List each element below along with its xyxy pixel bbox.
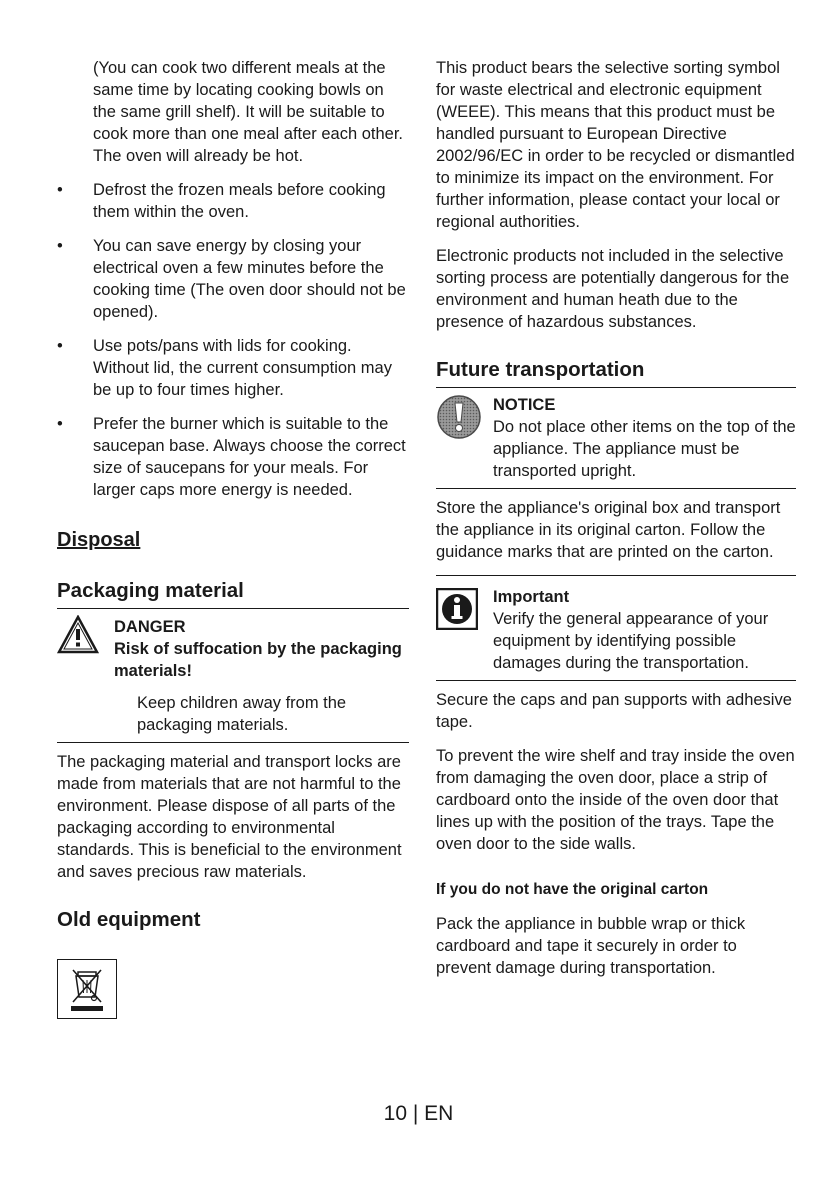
page-number: 10 [383, 1102, 407, 1125]
list-item: • Use pots/pans with lids for cooking. Without lid, the current consumption may be up to four times higher. [57, 337, 392, 399]
prevent-paragraph: To prevent the wire shelf and tray inside the oven from damaging the oven door, place a strip of cardboard onto the inside of the oven door that lines up with the position of the trays. Tape the oven door to the side walls. [436, 747, 795, 853]
right-column [436, 57, 796, 991]
bullet-icon: • [57, 181, 63, 199]
no-carton-heading: If you do not have the original carton [436, 881, 709, 898]
old-equipment-heading: Old equipment [57, 908, 201, 931]
info-icon [436, 588, 478, 636]
bullet-icon: • [57, 415, 63, 433]
list-item: • Defrost the frozen meals before cooking them within the oven. [57, 181, 386, 221]
page-footer [0, 1102, 837, 1126]
weee-paragraph: This product bears the selective sorting symbol for waste electrical and electronic equipment (WEEE). This means that this product must be handled pursuant to European Directive 2002/96/EC in order to be recycled or dismantled to minimize its impact on the environment. For further information, please contact your local or regional authorities. [436, 59, 795, 231]
intro-paragraph: (You can cook two different meals at the same time by locating cooking bowls on the same grill shelf). It will be suitable to cook more than one meal after each other. The oven will already be hot. [93, 59, 404, 165]
packaging-paragraph: The packaging material and transport locks are made from materials that are not harmful to the environment. Please dispose of all parts of the packaging according to environmental standards. This is beneficial to the environment and saves precious raw materials. [57, 753, 402, 881]
warning-triangle-icon [57, 615, 99, 661]
pack-paragraph: Pack the appliance in bubble wrap or thick cardboard and tape it securely in order to prevent damage during transportation. [436, 915, 746, 977]
future-transportation-heading: Future transportation [436, 357, 796, 388]
bullet-icon: • [57, 237, 63, 255]
important-body: Verify the general appearance of your equipment by identifying possible damages during the transportation. [493, 610, 769, 672]
danger-subtitle: Risk of suffocation by the packaging materials! [114, 640, 402, 680]
left-column [57, 57, 409, 1019]
important-title: Important [493, 588, 570, 606]
energy-tips-list [57, 179, 409, 501]
bullet-icon: • [57, 337, 63, 355]
list-item: • You can save energy by closing your electrical oven a few minutes before the cooking time (The oven door should not be opened). [57, 237, 406, 321]
notice-box [436, 388, 796, 489]
danger-body: Keep children away from the packaging materials. [137, 694, 347, 734]
notice-title: NOTICE [493, 396, 556, 414]
footer-separator: | [412, 1102, 419, 1125]
disposal-heading: Disposal [57, 529, 141, 551]
secure-paragraph: Secure the caps and pan supports with adhesive tape. [436, 691, 792, 731]
packaging-heading: Packaging material [57, 578, 409, 609]
danger-title: DANGER [114, 618, 186, 636]
notice-body: Do not place other items on the top of the appliance. The appliance must be transported upright. [493, 418, 796, 480]
electronic-products-paragraph: Electronic products not included in the selective sorting process are potentially dangerous for the environment and human heath due to the presence of hazardous substances. [436, 247, 790, 331]
important-box [436, 580, 796, 681]
language-code: EN [424, 1102, 454, 1125]
notice-exclamation-icon [436, 394, 482, 446]
store-paragraph: Store the appliance's original box and transport the appliance in its original carton. Follow the guidance marks that are printed on the carton. [436, 499, 781, 561]
list-item: • Prefer the burner which is suitable to the saucepan base. Always choose the correct size of saucepans for your meals. For larger caps more energy is needed. [57, 415, 406, 499]
danger-box [57, 609, 409, 743]
crossed-out-wheelie-bin-icon [57, 959, 117, 1019]
divider [436, 575, 796, 576]
